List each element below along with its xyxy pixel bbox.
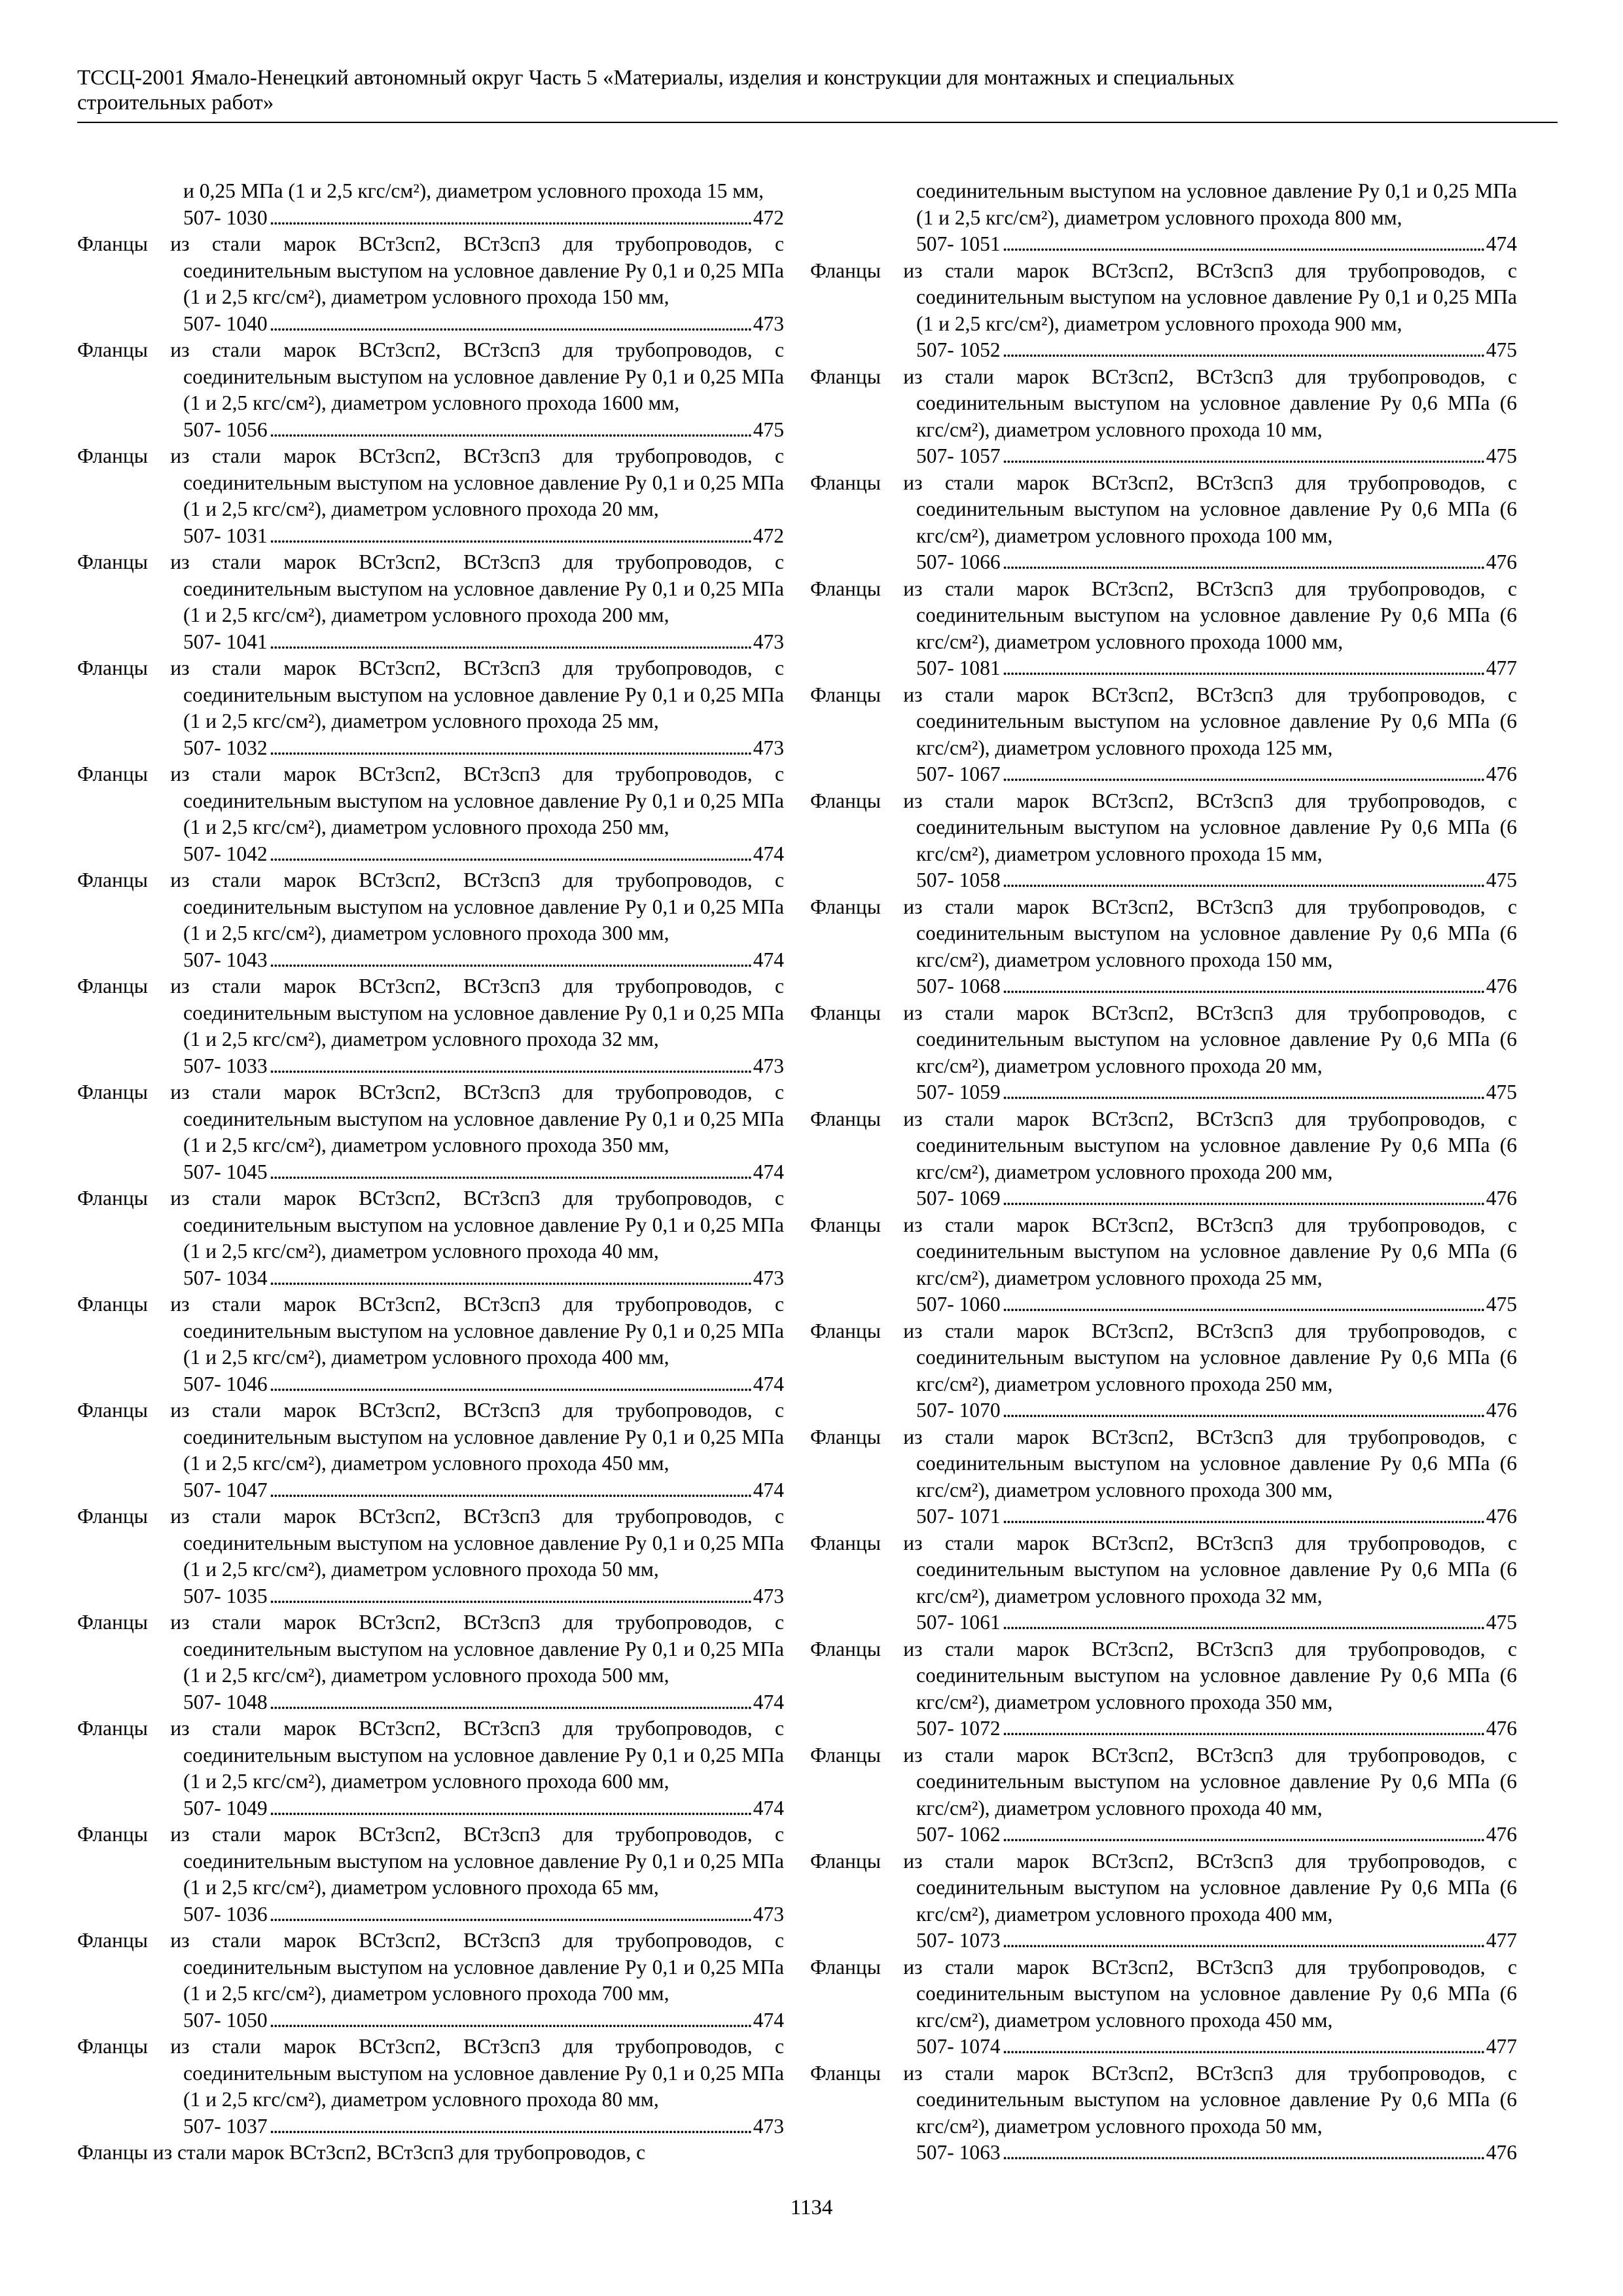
entry-code: 507- 1060 xyxy=(916,1293,1001,1316)
index-entry xyxy=(810,894,1517,1000)
dot-leader xyxy=(1003,1928,1484,1954)
entry-page-number: 476 xyxy=(1486,1187,1517,1210)
dot-leader xyxy=(1003,1609,1484,1636)
dot-leader xyxy=(270,205,751,232)
index-entry xyxy=(810,1530,1517,1636)
entry-code: 507- 1048 xyxy=(183,1690,268,1713)
entry-page-number: 473 xyxy=(753,736,784,759)
index-entry-continuation xyxy=(810,178,1517,258)
dot-leader xyxy=(1003,549,1484,576)
dot-leader xyxy=(270,735,751,762)
entry-text: Фланцы из стали марок ВСт3сп2, ВСт3сп3 для трубопроводов, с соединительным выступом на условное давление Ру 0,6 МПа (6 кгс/см²), диаметром условного прохода 400 мм, xyxy=(810,1849,1517,1926)
dot-leader xyxy=(270,1795,751,1822)
entry-code: 507- 1046 xyxy=(183,1372,268,1395)
dot-leader xyxy=(270,1901,751,1928)
entry-text: Фланцы из стали марок ВСт3сп2, ВСт3сп3 для трубопроводов, с соединительным выступом на условное давление Ру 0,1 и 0,25 МПа (1 и 2,5 кгс/см²), диаметром условного прохода 700 мм, xyxy=(77,1929,784,2005)
entry-text: Фланцы из стали марок ВСт3сп2, ВСт3сп3 для трубопроводов, с соединительным выступом на условное давление Ру 0,1 и 0,25 МПа (1 и 2,5 кгс/см²), диаметром условного прохода 400 мм, xyxy=(77,1293,784,1369)
index-entry xyxy=(810,1954,1517,2060)
entry-text: Фланцы из стали марок ВСт3сп2, ВСт3сп3 для трубопроводов, с соединительным выступом на условное давление Ру 0,1 и 0,25 МПа (1 и 2,5 кгс/см²), диаметром условного прохода 25 мм, xyxy=(77,656,784,732)
entry-page-number: 475 xyxy=(1486,1293,1517,1316)
entry-page-number: 474 xyxy=(753,1478,784,1501)
index-entry xyxy=(810,1848,1517,1954)
index-entry xyxy=(810,682,1517,788)
entry-page-number: 474 xyxy=(753,1796,784,1820)
dot-leader xyxy=(270,1053,751,1080)
index-entry xyxy=(810,1636,1517,1742)
entry-text: и 0,25 МПа (1 и 2,5 кгс/см²), диаметром условного прохода 15 мм, xyxy=(183,179,764,202)
entry-page-number: 476 xyxy=(1486,550,1517,573)
entry-text: Фланцы из стали марок ВСт3сп2, ВСт3сп3 для трубопроводов, с соединительным выступом на условное давление Ру 0,1 и 0,25 МПа (1 и 2,5 кгс/см²), диаметром условного прохода 20 мм, xyxy=(77,444,784,520)
entry-text: Фланцы из стали марок ВСт3сп2, ВСт3сп3 для трубопроводов, с соединительным выступом на условное давление Ру 0,1 и 0,25 МПа (1 и 2,5 кгс/см²), диаметром условного прохода 900 мм, xyxy=(810,259,1517,335)
entry-text: Фланцы из стали марок ВСт3сп2, ВСт3сп3 для трубопроводов, с соединительным выступом на условное давление Ру 0,6 МПа (6 кгс/см²), диаметром условного прохода 50 мм, xyxy=(810,2061,1517,2138)
dot-leader xyxy=(270,1265,751,1292)
header-line-2: строительных работ» xyxy=(77,91,274,115)
dot-leader xyxy=(1003,1397,1484,1424)
index-entry xyxy=(810,258,1517,364)
entry-text: Фланцы из стали марок ВСт3сп2, ВСт3сп3 для трубопроводов, с соединительным выступом на условное давление Ру 0,6 МПа (6 кгс/см²), диаметром условного прохода 25 мм, xyxy=(810,1213,1517,1289)
entry-page-number: 475 xyxy=(1486,869,1517,891)
entry-code: 507- 1070 xyxy=(916,1399,1001,1422)
entry-code: 507- 1071 xyxy=(916,1505,1001,1528)
index-entry xyxy=(77,1928,784,2034)
entry-code: 507- 1042 xyxy=(183,842,268,865)
dot-leader xyxy=(1003,655,1484,682)
entry-code: 507- 1047 xyxy=(183,1478,268,1501)
dot-leader xyxy=(1003,231,1484,258)
entry-code: 507- 1069 xyxy=(916,1187,1001,1210)
entry-page-number: 474 xyxy=(753,1690,784,1713)
entry-code: 507- 1068 xyxy=(916,975,1001,997)
entry-page-number: 474 xyxy=(753,1372,784,1395)
dot-leader xyxy=(1003,2034,1484,2060)
entry-code: 507- 1051 xyxy=(916,232,1001,255)
index-entry xyxy=(810,1212,1517,1318)
index-column-left xyxy=(77,178,784,2166)
entry-page-number: 474 xyxy=(1486,232,1517,255)
index-entry xyxy=(810,470,1517,576)
dot-leader xyxy=(270,311,751,338)
entry-code: 507- 1049 xyxy=(183,1796,268,1820)
index-entry xyxy=(77,231,784,337)
entry-page-number: 474 xyxy=(753,2008,784,2032)
entry-text: Фланцы из стали марок ВСт3сп2, ВСт3сп3 для трубопроводов, с соединительным выступом на условное давление Ру 0,6 МПа (6 кгс/см²), диаметром условного прохода 20 мм, xyxy=(810,1001,1517,1077)
dot-leader xyxy=(1003,1715,1484,1742)
entry-page-number: 475 xyxy=(1486,338,1517,361)
entry-page-number: 473 xyxy=(753,1902,784,1926)
entry-text: Фланцы из стали марок ВСт3сп2, ВСт3сп3 для трубопроводов, с соединительным выступом на условное давление Ру 0,6 МПа (6 кгс/см²), диаметром условного прохода 100 мм, xyxy=(810,471,1517,547)
entry-text: Фланцы из стали марок ВСт3сп2, ВСт3сп3 для трубопроводов, с соединительным выступом на условное давление Ру 0,1 и 0,25 МПа (1 и 2,5 кгс/см²), диаметром условного прохода 80 мм, xyxy=(77,2035,784,2111)
index-entry-trailing: Фланцы из стали марок ВСт3сп2, ВСт3сп3 для трубопроводов, с xyxy=(77,2141,646,2164)
entry-code: 507- 1030 xyxy=(183,206,268,229)
entry-code: 507- 1041 xyxy=(183,630,268,653)
header-line-1: ТССЦ-2001 Ямало-Ненецкий автономный округ Часть 5 «Материалы, изделия и конструкции для монтажных и специальных xyxy=(77,66,1235,90)
index-entry xyxy=(810,364,1517,470)
index-entry xyxy=(77,443,784,549)
entry-text: Фланцы из стали марок ВСт3сп2, ВСт3сп3 для трубопроводов, с соединительным выступом на условное давление Ру 0,6 МПа (6 кгс/см²), диаметром условного прохода 32 мм, xyxy=(810,1531,1517,1607)
entry-code: 507- 1063 xyxy=(916,2141,1001,2164)
index-entry-continuation xyxy=(77,178,784,231)
dot-leader xyxy=(1003,1821,1484,1848)
entry-page-number: 473 xyxy=(753,1266,784,1289)
dot-leader xyxy=(270,841,751,868)
entry-text: Фланцы из стали марок ВСт3сп2, ВСт3сп3 для трубопроводов, с соединительным выступом на условное давление Ру 0,6 МПа (6 кгс/см²), диаметром условного прохода 10 мм, xyxy=(810,365,1517,441)
entry-text: Фланцы из стали марок ВСт3сп2, ВСт3сп3 для трубопроводов, с соединительным выступом на условное давление Ру 0,1 и 0,25 МПа (1 и 2,5 кгс/см²), диаметром условного прохода 150 мм, xyxy=(77,232,784,308)
entry-code: 507- 1032 xyxy=(183,736,268,759)
entry-text: Фланцы из стали марок ВСт3сп2, ВСт3сп3 для трубопроводов, с соединительным выступом на условное давление Ру 0,1 и 0,25 МПа (1 и 2,5 кгс/см²), диаметром условного прохода 300 мм, xyxy=(77,869,784,944)
entry-page-number: 474 xyxy=(753,842,784,865)
dot-leader xyxy=(270,417,751,444)
entry-text: Фланцы из стали марок ВСт3сп2, ВСт3сп3 для трубопроводов, с соединительным выступом на условное давление Ру 0,6 МПа (6 кгс/см²), диаметром условного прохода 40 мм, xyxy=(810,1743,1517,1820)
entry-code: 507- 1081 xyxy=(916,656,1001,679)
index-entry xyxy=(810,1000,1517,1106)
entry-code: 507- 1033 xyxy=(183,1054,268,1077)
dot-leader xyxy=(1003,973,1484,1000)
entry-page-number: 472 xyxy=(753,524,784,547)
index-entry xyxy=(810,576,1517,682)
dot-leader xyxy=(270,1689,751,1716)
index-entry xyxy=(810,2060,1517,2166)
document-header xyxy=(77,65,1556,115)
entry-text: Фланцы из стали марок ВСт3сп2, ВСт3сп3 для трубопроводов, с соединительным выступом на условное давление Ру 0,1 и 0,25 МПа (1 и 2,5 кгс/см²), диаметром условного прохода 65 мм, xyxy=(77,1823,784,1899)
entry-text: Фланцы из стали марок ВСт3сп2, ВСт3сп3 для трубопроводов, с соединительным выступом на условное давление Ру 0,1 и 0,25 МПа (1 и 2,5 кгс/см²), диаметром условного прохода 250 мм, xyxy=(77,762,784,838)
entry-page-number: 474 xyxy=(753,948,784,971)
index-entry xyxy=(810,1318,1517,1424)
entry-text: Фланцы из стали марок ВСт3сп2, ВСт3сп3 для трубопроводов, с соединительным выступом на условное давление Ру 0,1 и 0,25 МПа (1 и 2,5 кгс/см²), диаметром условного прохода 50 мм, xyxy=(77,1505,784,1581)
entry-page-number: 473 xyxy=(753,1584,784,1607)
entry-text: Фланцы из стали марок ВСт3сп2, ВСт3сп3 для трубопроводов, с соединительным выступом на условное давление Ру 0,1 и 0,25 МПа (1 и 2,5 кгс/см²), диаметром условного прохода 40 мм, xyxy=(77,1187,784,1263)
dot-leader xyxy=(1003,1291,1484,1318)
index-entry xyxy=(77,2034,784,2140)
entry-text: Фланцы из стали марок ВСт3сп2, ВСт3сп3 для трубопроводов, с соединительным выступом на условное давление Ру 0,1 и 0,25 МПа (1 и 2,5 кгс/см²), диаметром условного прохода 600 мм, xyxy=(77,1717,784,1793)
dot-leader xyxy=(270,1583,751,1610)
entry-code: 507- 1036 xyxy=(183,1902,268,1926)
entry-page-number: 474 xyxy=(753,1160,784,1183)
entry-page-number: 473 xyxy=(753,1054,784,1077)
entry-code: 507- 1074 xyxy=(916,2035,1001,2058)
dot-leader xyxy=(270,2007,751,2034)
entry-text: Фланцы из стали марок ВСт3сп2, ВСт3сп3 для трубопроводов, с соединительным выступом на условное давление Ру 0,1 и 0,25 МПа (1 и 2,5 кгс/см²), диаметром условного прохода 32 мм, xyxy=(77,975,784,1050)
entry-page-number: 476 xyxy=(1486,1717,1517,1740)
entry-code: 507- 1061 xyxy=(916,1611,1001,1634)
entry-page-number: 473 xyxy=(753,312,784,335)
entry-code: 507- 1059 xyxy=(916,1081,1001,1103)
entry-text: Фланцы из стали марок ВСт3сп2, ВСт3сп3 для трубопроводов, с соединительным выступом на условное давление Ру 0,6 МПа (6 кгс/см²), диаметром условного прохода 15 мм, xyxy=(810,789,1517,865)
dot-leader xyxy=(1003,1503,1484,1530)
index-entry xyxy=(77,1821,784,1928)
dot-leader xyxy=(1003,1079,1484,1106)
entry-text: Фланцы из стали марок ВСт3сп2, ВСт3сп3 для трубопроводов, с соединительным выступом на условное давление Ру 0,1 и 0,25 МПа (1 и 2,5 кгс/см²), диаметром условного прохода 1600 мм, xyxy=(77,338,784,414)
dot-leader xyxy=(1003,337,1484,364)
index-entry xyxy=(77,1397,784,1503)
entry-code: 507- 1052 xyxy=(916,338,1001,361)
index-entry xyxy=(77,1079,784,1185)
dot-leader xyxy=(270,1371,751,1398)
dot-leader xyxy=(1003,2140,1484,2166)
index-entry xyxy=(77,337,784,443)
index-entry xyxy=(810,1742,1517,1848)
entry-page-number: 477 xyxy=(1486,656,1517,679)
entry-page-number: 477 xyxy=(1486,2035,1517,2058)
index-entry xyxy=(77,973,784,1079)
entry-code: 507- 1035 xyxy=(183,1584,268,1607)
entry-text: Фланцы из стали марок ВСт3сп2, ВСт3сп3 для трубопроводов, с соединительным выступом на условное давление Ру 0,6 МПа (6 кгс/см²), диаметром условного прохода 1000 мм, xyxy=(810,577,1517,653)
entry-code: 507- 1062 xyxy=(916,1823,1001,1846)
index-entry xyxy=(810,1424,1517,1530)
dot-leader xyxy=(1003,761,1484,788)
index-entry xyxy=(810,1106,1517,1212)
dot-leader xyxy=(1003,443,1484,470)
entry-code: 507- 1057 xyxy=(916,444,1001,467)
dot-leader xyxy=(270,1159,751,1186)
entry-page-number: 473 xyxy=(753,2114,784,2138)
entry-text: Фланцы из стали марок ВСт3сп2, ВСт3сп3 для трубопроводов, с соединительным выступом на условное давление Ру 0,6 МПа (6 кгс/см²), диаметром условного прохода 250 мм, xyxy=(810,1319,1517,1395)
entry-page-number: 475 xyxy=(1486,1081,1517,1103)
entry-text: Фланцы из стали марок ВСт3сп2, ВСт3сп3 для трубопроводов, с соединительным выступом на условное давление Ру 0,1 и 0,25 МПа (1 и 2,5 кгс/см²), диаметром условного прохода 450 мм, xyxy=(77,1399,784,1475)
entry-code: 507- 1073 xyxy=(916,1929,1001,1952)
entry-page-number: 477 xyxy=(1486,1929,1517,1952)
entry-page-number: 476 xyxy=(1486,2141,1517,2164)
index-entry xyxy=(77,1609,784,1715)
entry-page-number: 476 xyxy=(1486,1823,1517,1846)
entry-page-number: 475 xyxy=(1486,1611,1517,1634)
index-entry xyxy=(77,1291,784,1397)
index-entry xyxy=(77,655,784,761)
entry-page-number: 472 xyxy=(753,206,784,229)
entry-code: 507- 1058 xyxy=(916,869,1001,891)
entry-code: 507- 1066 xyxy=(916,550,1001,573)
entry-code: 507- 1072 xyxy=(916,1717,1001,1740)
entry-text: Фланцы из стали марок ВСт3сп2, ВСт3сп3 для трубопроводов, с соединительным выступом на условное давление Ру 0,6 МПа (6 кгс/см²), диаметром условного прохода 350 мм, xyxy=(810,1637,1517,1713)
index-entry xyxy=(77,761,784,867)
dot-leader xyxy=(270,2113,751,2140)
entry-code: 507- 1045 xyxy=(183,1160,268,1183)
dot-leader xyxy=(270,947,751,974)
dot-leader xyxy=(1003,1185,1484,1212)
entry-code: 507- 1040 xyxy=(183,312,268,335)
index-entry xyxy=(77,1185,784,1291)
entry-code: 507- 1050 xyxy=(183,2008,268,2032)
entry-page-number: 475 xyxy=(753,418,784,441)
entry-text: Фланцы из стали марок ВСт3сп2, ВСт3сп3 для трубопроводов, с соединительным выступом на условное давление Ру 0,1 и 0,25 МПа (1 и 2,5 кгс/см²), диаметром условного прохода 500 мм, xyxy=(77,1611,784,1687)
entry-text: Фланцы из стали марок ВСт3сп2, ВСт3сп3 для трубопроводов, с соединительным выступом на условное давление Ру 0,6 МПа (6 кгс/см²), диаметром условного прохода 450 мм, xyxy=(810,1955,1517,2032)
entry-page-number: 475 xyxy=(1486,444,1517,467)
index-column-right xyxy=(810,178,1517,2166)
index-entry xyxy=(77,1715,784,1821)
header-divider xyxy=(77,122,1558,123)
entry-code: 507- 1056 xyxy=(183,418,268,441)
index-entry xyxy=(77,1503,784,1609)
entry-text: Фланцы из стали марок ВСт3сп2, ВСт3сп3 для трубопроводов, с соединительным выступом на условное давление Ру 0,6 МПа (6 кгс/см²), диаметром условного прохода 200 мм, xyxy=(810,1107,1517,1183)
index-entry xyxy=(77,867,784,973)
dot-leader xyxy=(270,1477,751,1504)
entry-text: Фланцы из стали марок ВСт3сп2, ВСт3сп3 для трубопроводов, с соединительным выступом на условное давление Ру 0,6 МПа (6 кгс/см²), диаметром условного прохода 125 мм, xyxy=(810,683,1517,759)
entry-page-number: 476 xyxy=(1486,762,1517,785)
dot-leader xyxy=(270,523,751,550)
entry-code: 507- 1067 xyxy=(916,762,1001,785)
index-entry xyxy=(77,549,784,655)
entry-page-number: 476 xyxy=(1486,975,1517,997)
entry-text: Фланцы из стали марок ВСт3сп2, ВСт3сп3 для трубопроводов, с соединительным выступом на условное давление Ру 0,6 МПа (6 кгс/см²), диаметром условного прохода 300 мм, xyxy=(810,1425,1517,1501)
entry-text: соединительным выступом на условное давление Ру 0,1 и 0,25 МПа (1 и 2,5 кгс/см²), диаметром условного прохода 800 мм, xyxy=(916,179,1517,229)
dot-leader xyxy=(270,629,751,656)
entry-code: 507- 1031 xyxy=(183,524,268,547)
entry-code: 507- 1043 xyxy=(183,948,268,971)
entry-text: Фланцы из стали марок ВСт3сп2, ВСт3сп3 для трубопроводов, с соединительным выступом на условное давление Ру 0,6 МПа (6 кгс/см²), диаметром условного прохода 150 мм, xyxy=(810,895,1517,971)
dot-leader xyxy=(1003,867,1484,894)
entry-page-number: 476 xyxy=(1486,1399,1517,1422)
entry-page-number: 476 xyxy=(1486,1505,1517,1528)
entry-page-number: 473 xyxy=(753,630,784,653)
index-entry xyxy=(810,788,1517,894)
entry-text: Фланцы из стали марок ВСт3сп2, ВСт3сп3 для трубопроводов, с соединительным выступом на условное давление Ру 0,1 и 0,25 МПа (1 и 2,5 кгс/см²), диаметром условного прохода 350 мм, xyxy=(77,1081,784,1157)
entry-text: Фланцы из стали марок ВСт3сп2, ВСт3сп3 для трубопроводов, с соединительным выступом на условное давление Ру 0,1 и 0,25 МПа (1 и 2,5 кгс/см²), диаметром условного прохода 200 мм, xyxy=(77,550,784,626)
entry-code: 507- 1034 xyxy=(183,1266,268,1289)
page-number: 1134 xyxy=(790,2196,833,2219)
entry-code: 507- 1037 xyxy=(183,2114,268,2138)
